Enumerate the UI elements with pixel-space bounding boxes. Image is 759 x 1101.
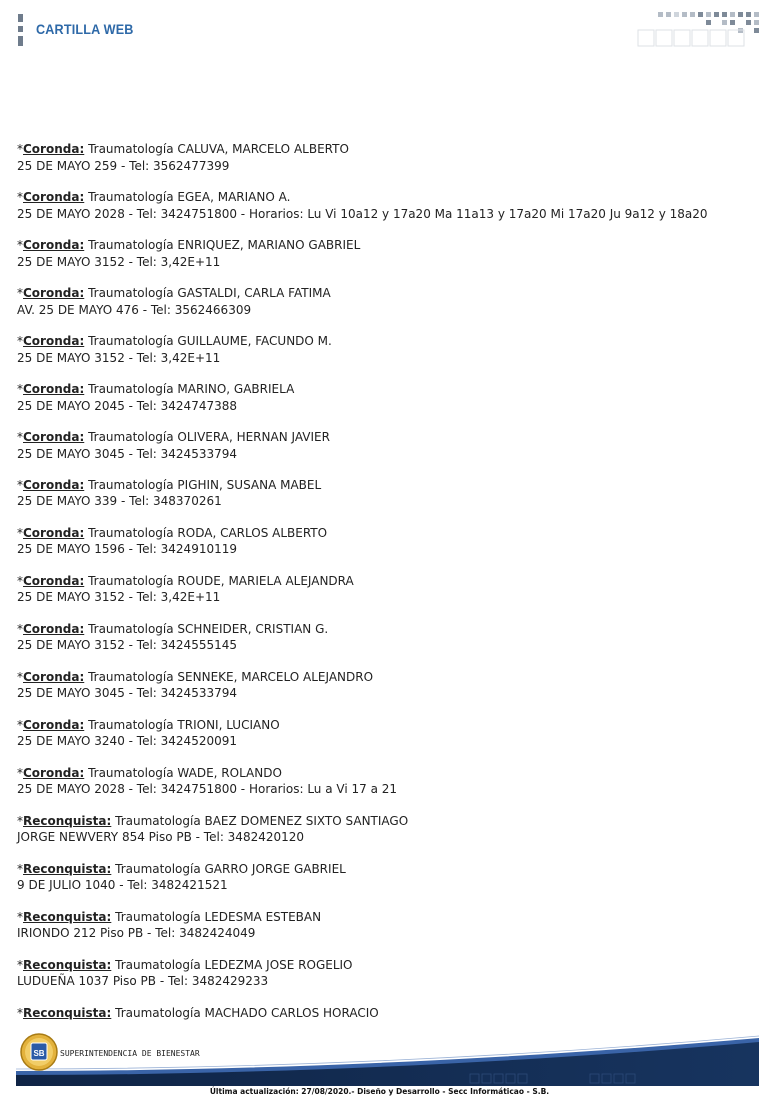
provider-address: 25 DE MAYO 2028 - Tel: 3424751800 - Horarios: Lu Vi 10a12 y 17a20 Ma 11a13 y 17a20 Mi 17a20 Ju 9a12 y 18a20: [17, 206, 708, 221]
provider-description: Traumatología MARINO, GABRIELA: [88, 381, 295, 396]
provider-address: 25 DE MAYO 3152 - Tel: 3,42E+11: [17, 254, 221, 269]
provider-entry: [17, 237, 752, 270]
city-label: Reconquista:: [23, 909, 112, 924]
provider-description: Traumatología ENRIQUEZ, MARIANO GABRIEL: [88, 237, 361, 252]
city-label: Coronda:: [23, 381, 85, 396]
city-label: Coronda:: [23, 237, 85, 252]
provider-description: Traumatología GASTALDI, CARLA FATIMA: [88, 285, 331, 300]
provider-description: Traumatología EGEA, MARIANO A.: [88, 189, 291, 204]
provider-line: *Coronda: Traumatología WADE, ROLANDO: [17, 765, 282, 780]
provider-list: [17, 141, 752, 1036]
provider-description: Traumatología OLIVERA, HERNAN JAVIER: [88, 429, 330, 444]
provider-line: *Reconquista: Traumatología BAEZ DOMENEZ SIXTO SANTIAGO: [17, 813, 409, 828]
provider-entry: [17, 525, 752, 558]
provider-line: *Coronda: Traumatología SCHNEIDER, CRISTIAN G.: [17, 621, 329, 636]
city-label: Coronda:: [23, 189, 85, 204]
provider-line: *Coronda: Traumatología ROUDE, MARIELA ALEJANDRA: [17, 573, 354, 588]
page-footer: [0, 1028, 759, 1101]
provider-address: 9 DE JULIO 1040 - Tel: 3482421521: [17, 878, 228, 893]
provider-line: *Coronda: Traumatología GUILLAUME, FACUNDO M.: [17, 333, 332, 348]
provider-description: Traumatología SENNEKE, MARCELO ALEJANDRO: [88, 669, 374, 684]
page-header: [0, 0, 759, 60]
square-pattern-decoration: [636, 10, 759, 48]
city-label: Coronda:: [23, 765, 85, 780]
provider-entry: [17, 621, 752, 654]
city-label: Reconquista:: [23, 957, 112, 972]
provider-description: Traumatología WADE, ROLANDO: [88, 765, 282, 780]
institution-seal-icon: [19, 1032, 59, 1072]
provider-line: *Coronda: Traumatología MARINO, GABRIELA: [17, 381, 295, 396]
provider-entry: [17, 669, 752, 702]
provider-description: Traumatología RODA, CARLOS ALBERTO: [88, 525, 328, 540]
provider-line: *Coronda: Traumatología PIGHIN, SUSANA MABEL: [17, 477, 322, 492]
provider-entry: [17, 333, 752, 366]
page-title: CARTILLA WEB: [36, 21, 134, 37]
provider-entry: [17, 285, 752, 318]
provider-entry: [17, 477, 752, 510]
provider-entry: [17, 861, 752, 894]
provider-entry: [17, 1005, 752, 1022]
provider-address: 25 DE MAYO 1596 - Tel: 3424910119: [17, 542, 237, 557]
provider-entry: [17, 909, 752, 942]
provider-address: 25 DE MAYO 3045 - Tel: 3424533794: [17, 446, 237, 461]
provider-description: Traumatología LEDESMA ESTEBAN: [115, 909, 322, 924]
provider-line: *Reconquista: Traumatología LEDESMA ESTEBAN: [17, 909, 322, 924]
provider-address: IRIONDO 212 Piso PB - Tel: 3482424049: [17, 926, 256, 941]
provider-entry: [17, 429, 752, 462]
provider-entry: [17, 573, 752, 606]
provider-description: Traumatología GUILLAUME, FACUNDO M.: [88, 333, 332, 348]
city-label: Coronda:: [23, 142, 85, 156]
provider-entry: [17, 717, 752, 750]
footer-banner: [0, 1028, 759, 1088]
provider-address: LUDUEÑA 1037 Piso PB - Tel: 3482429233: [17, 974, 269, 989]
provider-line: *Coronda: Traumatología SENNEKE, MARCELO ALEJANDRO: [17, 669, 374, 684]
city-label: Reconquista:: [23, 861, 112, 876]
city-label: Coronda:: [23, 525, 85, 540]
provider-line: *Reconquista: Traumatología GARRO JORGE GABRIEL: [17, 861, 346, 876]
provider-line: *Reconquista: Traumatología LEDEZMA JOSE ROGELIO: [17, 957, 353, 972]
city-label: Coronda:: [23, 333, 85, 348]
provider-line: *Coronda: Traumatología EGEA, MARIANO A.: [17, 189, 291, 204]
provider-description: Traumatología MACHADO CARLOS HORACIO: [115, 1005, 379, 1020]
provider-description: Traumatología TRIONI, LUCIANO: [88, 717, 280, 732]
provider-address: AV. 25 DE MAYO 476 - Tel: 3562466309: [17, 302, 252, 317]
provider-entry: [17, 189, 752, 222]
provider-line: *Reconquista: Traumatología MACHADO CARLOS HORACIO: [17, 1005, 379, 1020]
city-label: Reconquista:: [23, 1005, 112, 1020]
city-label: Coronda:: [23, 717, 85, 732]
city-label: Coronda:: [23, 285, 85, 300]
provider-entry: [17, 765, 752, 798]
provider-description: Traumatología CALUVA, MARCELO ALBERTO: [88, 142, 349, 156]
provider-description: Traumatología ROUDE, MARIELA ALEJANDRA: [88, 573, 354, 588]
provider-line: *Coronda: Traumatología CALUVA, MARCELO ALBERTO: [17, 142, 349, 156]
city-label: Coronda:: [23, 621, 85, 636]
provider-description: Traumatología PIGHIN, SUSANA MABEL: [88, 477, 322, 492]
provider-entry: [17, 813, 752, 846]
provider-address: 25 DE MAYO 3152 - Tel: 3,42E+11: [17, 590, 221, 605]
provider-address: 25 DE MAYO 2028 - Tel: 3424751800 - Horarios: Lu a Vi 17 a 21: [17, 782, 398, 797]
provider-address: 25 DE MAYO 3152 - Tel: 3,42E+11: [17, 350, 221, 365]
provider-description: Traumatología BAEZ DOMENEZ SIXTO SANTIAGO: [115, 813, 409, 828]
city-label: Coronda:: [23, 573, 85, 588]
provider-line: *Coronda: Traumatología TRIONI, LUCIANO: [17, 717, 280, 732]
seal-text: SB: [33, 1049, 45, 1058]
footer-update-line: Última actualización: 27/08/2020.- Diseño y Desarrollo - Secc Informáticao - S.B.: [209, 1087, 550, 1096]
provider-description: Traumatología LEDEZMA JOSE ROGELIO: [115, 957, 353, 972]
provider-address: 25 DE MAYO 3152 - Tel: 3424555145: [17, 638, 237, 653]
provider-address: 25 DE MAYO 339 - Tel: 348370261: [17, 494, 222, 509]
provider-line: *Coronda: Traumatología ENRIQUEZ, MARIANO GABRIEL: [17, 237, 361, 252]
provider-description: Traumatología GARRO JORGE GABRIEL: [115, 861, 346, 876]
provider-address: 25 DE MAYO 3240 - Tel: 3424520091: [17, 734, 237, 749]
provider-address: 25 DE MAYO 259 - Tel: 3562477399: [17, 158, 230, 173]
city-label: Coronda:: [23, 429, 85, 444]
provider-entry: [17, 957, 752, 990]
provider-address: 25 DE MAYO 3045 - Tel: 3424533794: [17, 686, 237, 701]
city-label: Coronda:: [23, 477, 85, 492]
provider-entry: [17, 141, 752, 174]
provider-line: *Coronda: Traumatología GASTALDI, CARLA FATIMA: [17, 285, 331, 300]
provider-address: 25 DE MAYO 2045 - Tel: 3424747388: [17, 398, 237, 413]
provider-description: Traumatología SCHNEIDER, CRISTIAN G.: [88, 621, 329, 636]
provider-line: *Coronda: Traumatología OLIVERA, HERNAN JAVIER: [17, 429, 330, 444]
footer-institution-name: SUPERINTENDENCIA DE BIENESTAR: [60, 1049, 200, 1058]
header-bar-decoration: [18, 14, 23, 46]
city-label: Reconquista:: [23, 813, 112, 828]
provider-entry: [17, 381, 752, 414]
city-label: Coronda:: [23, 669, 85, 684]
provider-line: *Coronda: Traumatología RODA, CARLOS ALBERTO: [17, 525, 328, 540]
provider-address: JORGE NEWVERY 854 Piso PB - Tel: 3482420120: [17, 830, 305, 845]
